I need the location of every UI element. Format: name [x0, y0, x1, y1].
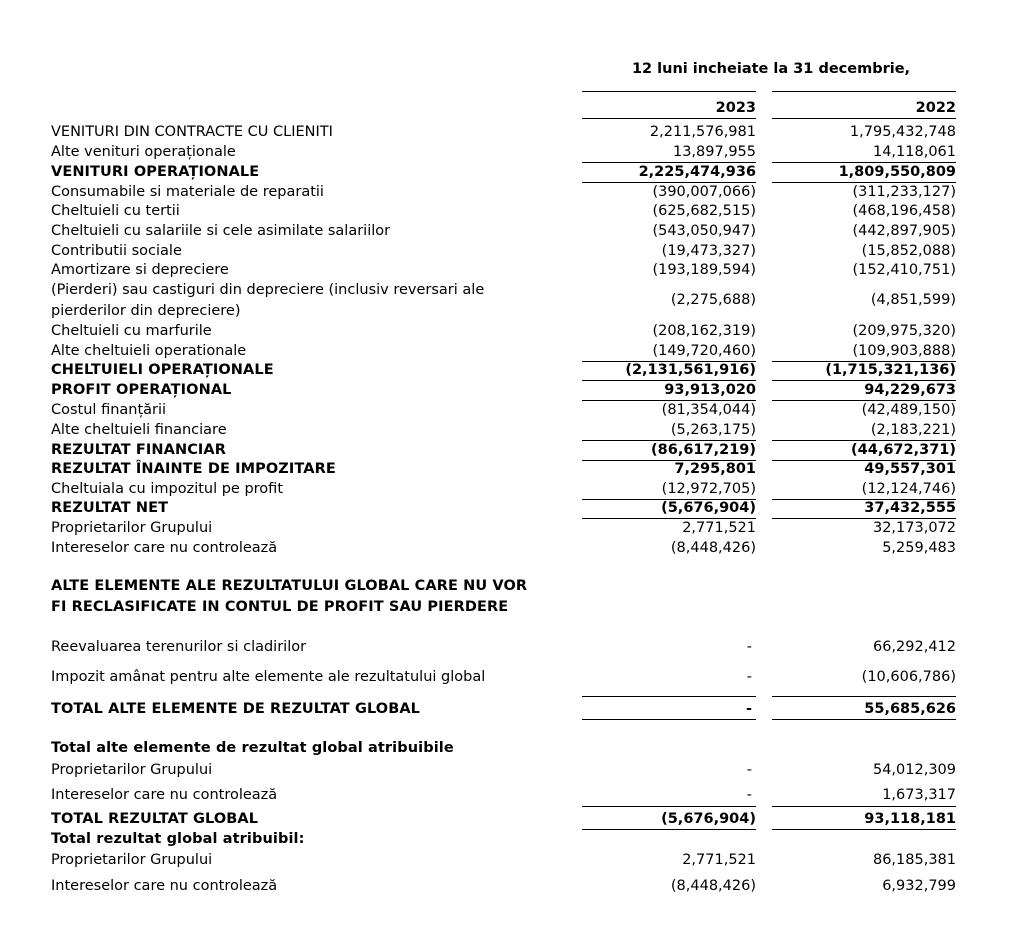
- value-2022: 6,932,799: [882, 878, 956, 894]
- value-2022: (209,975,320): [852, 323, 956, 339]
- value-2023: -: [582, 699, 756, 720]
- row-label: Consumabile si materiale de reparatii: [51, 184, 324, 200]
- rule-before-total-rezultat: [582, 806, 756, 807]
- row-label: Proprietarilor Grupului: [51, 852, 213, 868]
- row-label: CHELTUIELI OPERAȚIONALE: [51, 362, 274, 378]
- year-2022-header: 2022: [772, 98, 956, 119]
- value-2022: 54,012,309: [872, 762, 956, 778]
- value-2022: (42,489,150): [861, 402, 956, 418]
- value-2023: (149,720,460): [582, 341, 756, 362]
- value-2022: (12,124,746): [772, 479, 956, 500]
- row-label: Proprietarilor Grupului: [51, 520, 213, 536]
- row-total-interese: [0, 876, 1024, 896]
- value-2023: (208,162,319): [652, 323, 756, 339]
- row-label: Alte cheltuieli operationale: [51, 343, 247, 359]
- row-label: (Pierderi) sau castiguri din depreciere (inclusiv reversari ale pierderilor din depreciere): [51, 282, 485, 319]
- value-2022: (2,183,221): [772, 420, 956, 441]
- section-heading-atribuibile: [0, 738, 1024, 758]
- value-2022: 5,259,483: [882, 540, 956, 556]
- value-2023: (5,263,175): [582, 420, 756, 441]
- value-2023: (2,131,561,916): [582, 360, 756, 381]
- value-2023: -: [746, 639, 752, 655]
- value-2022: 94,229,673: [772, 380, 956, 401]
- value-2023: (2,275,688): [670, 292, 756, 308]
- row-label: Intereselor care nu controlează: [51, 878, 278, 894]
- row-label: TOTAL REZULTAT GLOBAL: [51, 811, 259, 827]
- value-2023: (8,448,426): [670, 540, 756, 556]
- value-2022: (44,672,371): [772, 440, 956, 461]
- row-label: Intereselor care nu controlează: [51, 540, 278, 556]
- value-2022: 86,185,381: [872, 852, 956, 868]
- value-2022: (311,233,127): [852, 184, 956, 200]
- value-2023: 2,225,474,936: [582, 162, 756, 183]
- value-2023: (390,007,066): [652, 184, 756, 200]
- row-label: Cheltuieli cu salariile si cele asimilate salariilor: [51, 223, 391, 239]
- value-2022: 55,685,626: [772, 699, 956, 720]
- row-label: VENITURI OPERAȚIONALE: [51, 164, 260, 180]
- value-2022: 1,795,432,748: [849, 124, 956, 140]
- row-cheltuieli-salarii: [0, 221, 1024, 241]
- row-cheltuieli-tertii: [0, 201, 1024, 221]
- value-2023: (12,972,705): [582, 479, 756, 500]
- row-label: Total alte elemente de rezultat global atribuibile: [51, 740, 454, 756]
- value-2022: 32,173,072: [872, 520, 956, 536]
- value-2023: (8,448,426): [670, 878, 756, 894]
- row-label: Proprietarilor Grupului: [51, 762, 213, 778]
- value-2023: (5,676,904): [582, 498, 756, 519]
- row-venituri-contracte: [0, 122, 1024, 142]
- row-label: TOTAL ALTE ELEMENTE DE REZULTAT GLOBAL: [51, 701, 421, 717]
- row-total-proprietari: [0, 850, 1024, 870]
- row-impozit-amanat: [0, 667, 1024, 687]
- section-heading-total-atribuibil: [0, 829, 1024, 849]
- value-2022: (10,606,786): [861, 669, 956, 685]
- value-2023: 2,771,521: [682, 520, 756, 536]
- value-2022: (152,410,751): [852, 262, 956, 278]
- value-2022: 1,809,550,809: [772, 162, 956, 183]
- row-net-proprietari: [0, 518, 1024, 538]
- row-total-rezultat-global: [0, 809, 1024, 829]
- row-alte-venituri: [0, 142, 1024, 162]
- row-contributii-sociale: [0, 241, 1024, 261]
- row-label: Cheltuieli cu tertii: [51, 203, 180, 219]
- value-2022: (1,715,321,136): [772, 360, 956, 381]
- value-2023: -: [746, 669, 752, 685]
- row-label: Costul finanțării: [51, 402, 167, 418]
- row-label: Cheltuieli cu marfurile: [51, 323, 212, 339]
- year-2023-header: 2023: [582, 98, 756, 119]
- value-2022: (468,196,458): [852, 203, 956, 219]
- row-alte-cheltuieli-financiare: [0, 420, 1024, 440]
- value-2023: 7,295,801: [674, 461, 756, 477]
- section-heading-alte-elemente: [0, 576, 1024, 638]
- value-2022: (442,897,905): [852, 223, 956, 239]
- value-2023: -: [746, 787, 752, 803]
- value-2022: 66,292,412: [872, 639, 956, 655]
- row-label: VENITURI DIN CONTRACTE CU CLIENITI: [51, 124, 333, 140]
- rule-before-total-alte: [582, 696, 756, 697]
- row-impozit-profit: [0, 479, 1024, 499]
- value-2022: 1,673,317: [882, 787, 956, 803]
- value-2023: (81,354,044): [661, 402, 756, 418]
- value-2023: -: [746, 762, 752, 778]
- rule-before-total-alte: [772, 696, 956, 697]
- row-label: Alte cheltuieli financiare: [51, 422, 227, 438]
- value-2022: (109,903,888): [772, 341, 956, 362]
- row-rezultat-financiar: [0, 440, 1024, 460]
- row-label: Contributii sociale: [51, 243, 182, 259]
- row-label: Intereselor care nu controlează: [51, 787, 278, 803]
- value-2022: (4,851,599): [870, 292, 956, 308]
- row-cheltuieli-marfuri: [0, 321, 1024, 341]
- row-label: Total rezultat global atribuibil:: [51, 831, 305, 847]
- value-2023: 2,771,521: [682, 852, 756, 868]
- value-2023: (86,617,219): [582, 440, 756, 461]
- row-alte-proprietari: [0, 760, 1024, 780]
- row-label: Amortizare si depreciere: [51, 262, 229, 278]
- value-2022: 37,432,555: [772, 498, 956, 519]
- header-rule-2023: [582, 91, 756, 92]
- row-amortizare: [0, 260, 1024, 280]
- row-label: REZULTAT NET: [51, 500, 169, 516]
- value-2022: 93,118,181: [772, 809, 956, 830]
- row-alte-interese: [0, 785, 1024, 805]
- row-profit-operational: [0, 380, 1024, 400]
- value-2023: (5,676,904): [582, 809, 756, 830]
- value-2023: 2,211,576,981: [649, 124, 756, 140]
- row-label: PROFIT OPERAȚIONAL: [51, 382, 232, 398]
- value-2022: (15,852,088): [861, 243, 956, 259]
- row-label: REZULTAT FINANCIAR: [51, 442, 227, 458]
- row-label: Cheltuiala cu impozitul pe profit: [51, 481, 283, 497]
- row-costul-finantarii: [0, 400, 1024, 420]
- row-cheltuieli-operationale: [0, 360, 1024, 380]
- row-label: Impozit amânat pentru alte elemente ale rezultatului global: [51, 669, 486, 685]
- row-label: ALTE ELEMENTE ALE REZULTATULUI GLOBAL CARE NU VOR FI RECLASIFICATE IN CONTUL DE PROFIT SAU PIERDERE: [51, 578, 528, 615]
- row-rezultat-inainte-impozitare: [0, 459, 1024, 479]
- row-pierderi-depreciere: [0, 280, 1024, 322]
- row-reevaluare: [0, 637, 1024, 657]
- header-rule-2022: [772, 91, 956, 92]
- row-net-interese: [0, 538, 1024, 558]
- value-2023: (193,189,594): [652, 262, 756, 278]
- value-2023: 13,897,955: [582, 142, 756, 163]
- statement-period-header: 12 luni incheiate la 31 decembrie,: [631, 61, 911, 77]
- value-2022: 14,118,061: [772, 142, 956, 163]
- value-2023: (543,050,947): [652, 223, 756, 239]
- row-alte-cheltuieli-operationale: [0, 341, 1024, 361]
- value-2023: (19,473,327): [661, 243, 756, 259]
- row-rezultat-net: [0, 498, 1024, 518]
- rule-before-total-rezultat: [772, 806, 956, 807]
- row-label: Reevaluarea terenurilor si cladirilor: [51, 639, 307, 655]
- row-venituri-operationale: [0, 162, 1024, 182]
- value-2023: (625,682,515): [652, 203, 756, 219]
- value-2023: 93,913,020: [582, 380, 756, 401]
- row-label: REZULTAT ÎNAINTE DE IMPOZITARE: [51, 461, 336, 477]
- row-total-alte-elemente: [0, 699, 1024, 719]
- value-2022: 49,557,301: [864, 461, 956, 477]
- row-label: Alte venituri operaționale: [51, 144, 236, 160]
- row-consumabile: [0, 182, 1024, 202]
